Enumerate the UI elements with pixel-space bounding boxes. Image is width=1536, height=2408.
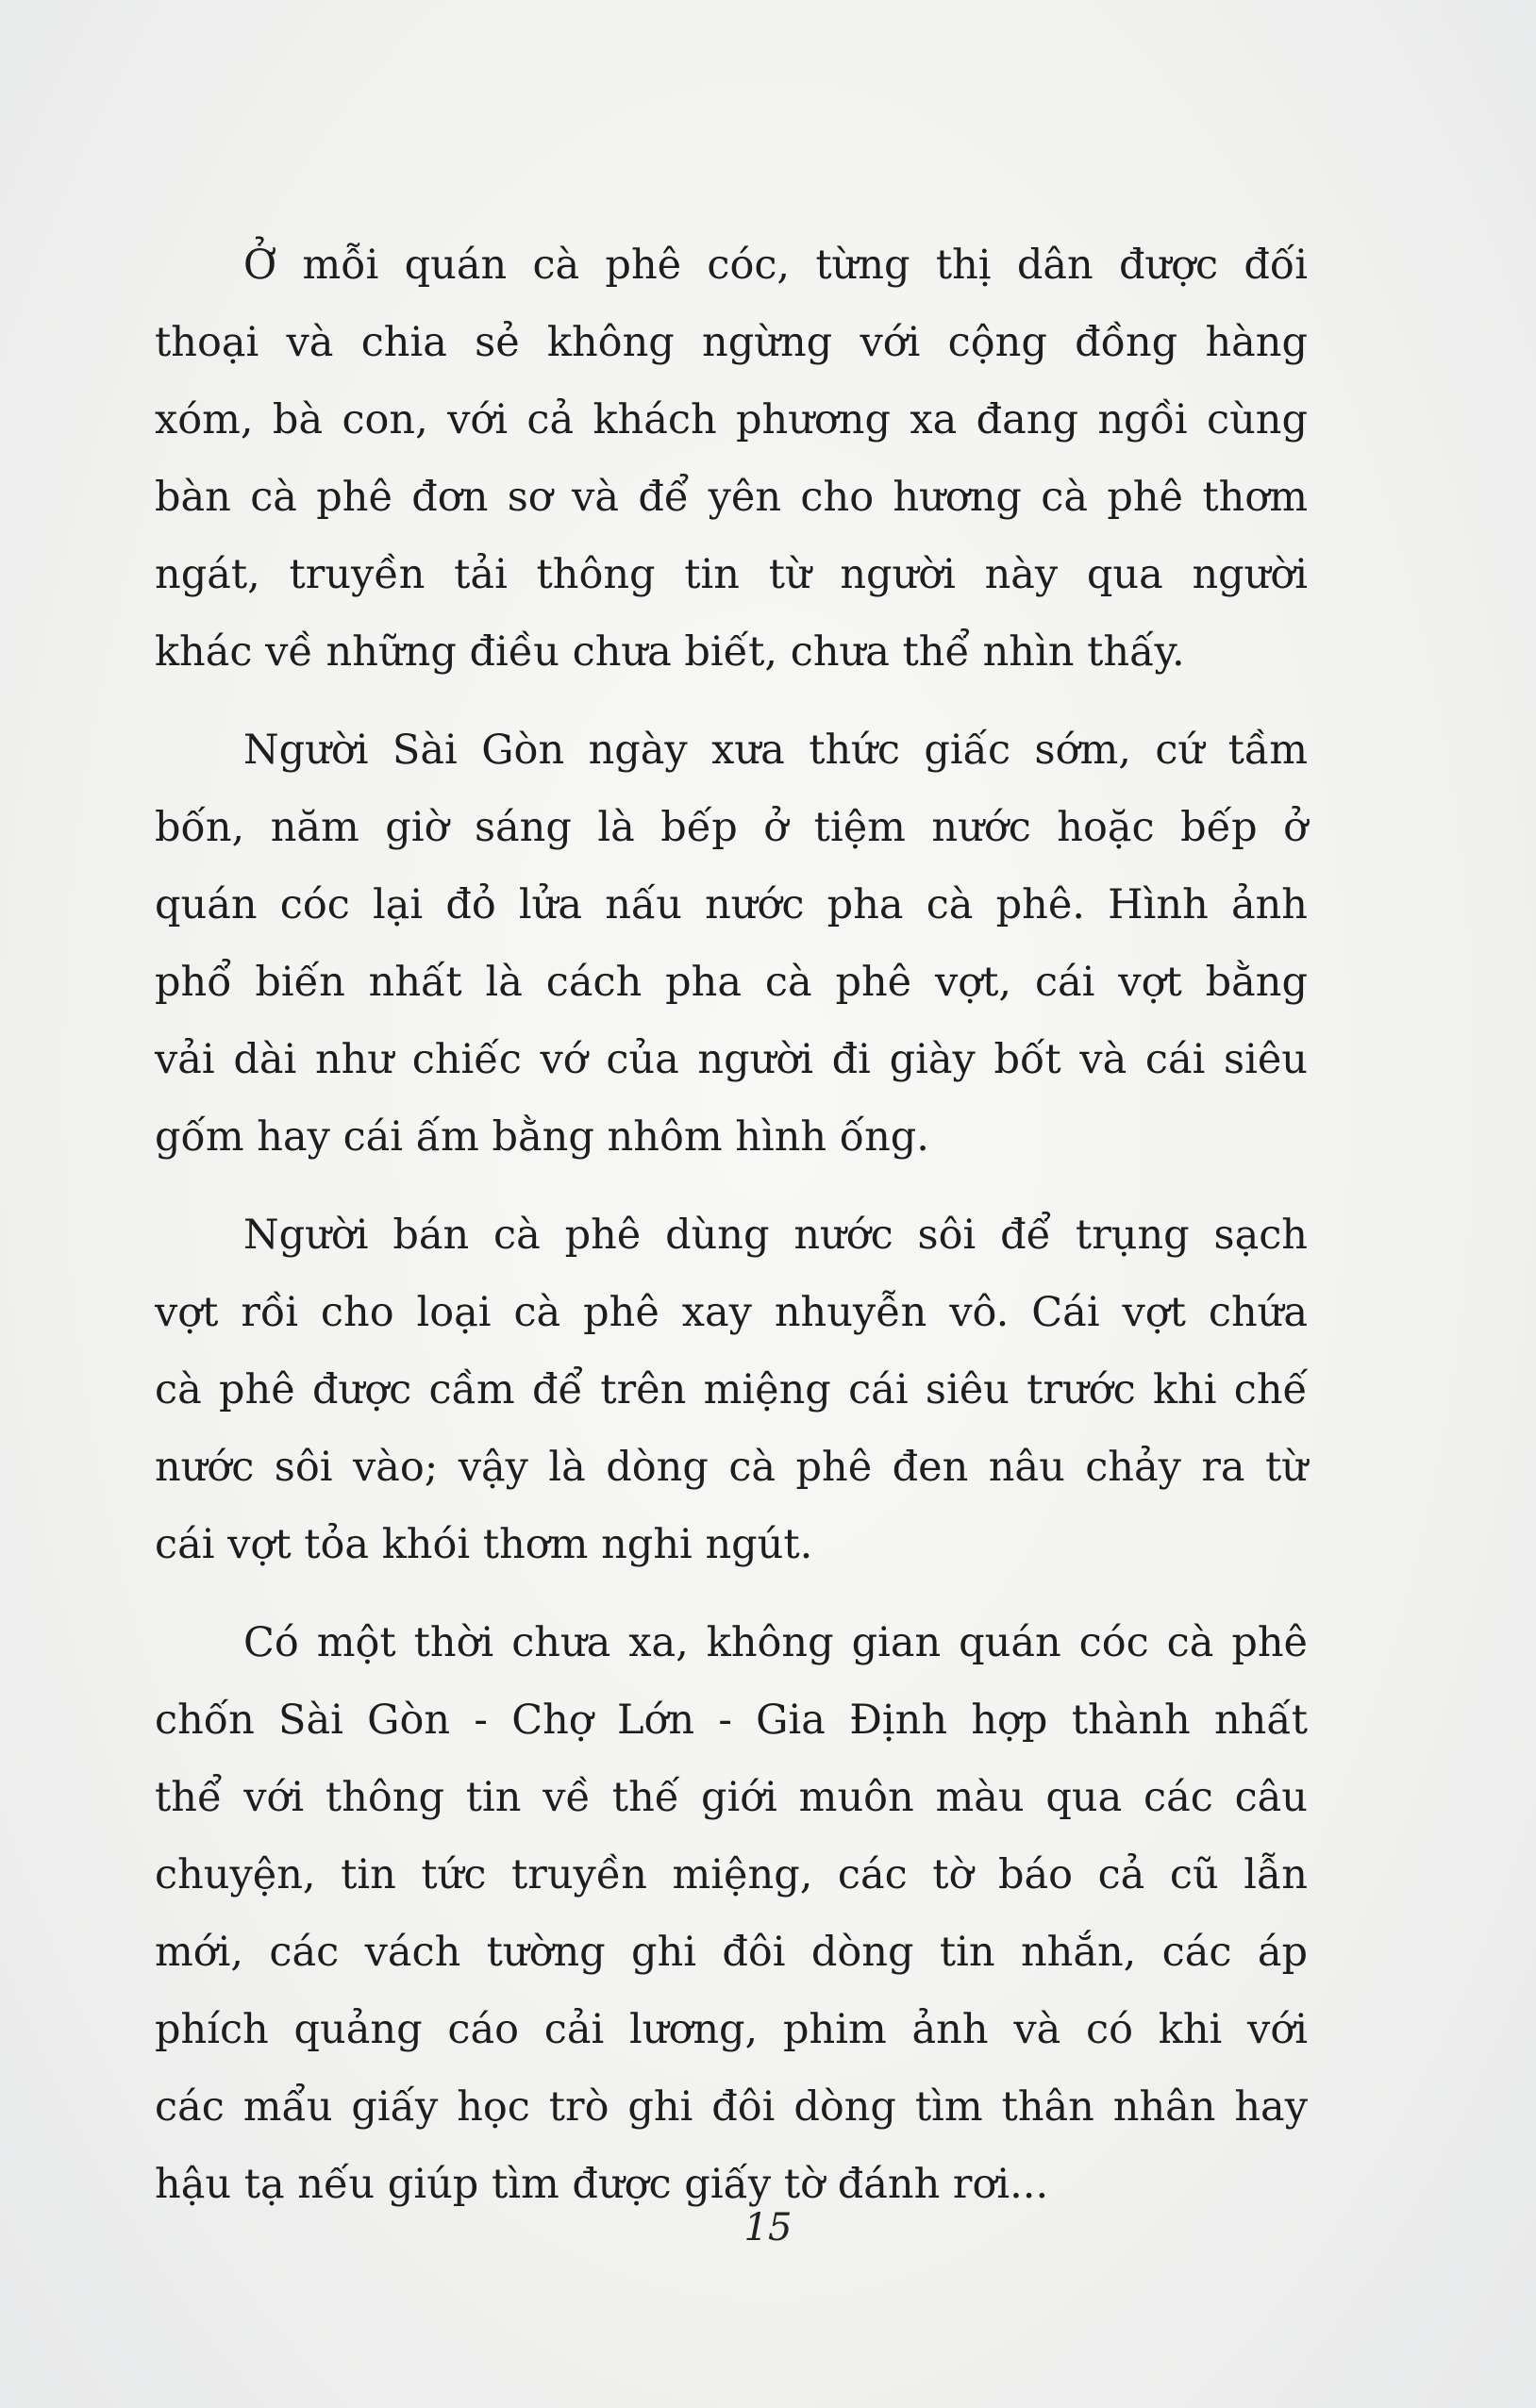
text-line: vải dài như chiếc vớ của người đi giày bốt và cái siêu xyxy=(155,1036,1308,1083)
text-line: khác về những điều chưa biết, chưa thể nhìn thấy. xyxy=(155,628,1185,676)
text-line: Người bán cà phê dùng nước sôi để trụng sạch xyxy=(243,1212,1308,1259)
paragraph-1 xyxy=(155,226,1308,691)
text-line: Ở mỗi quán cà phê cóc, từng thị dân được đối xyxy=(243,242,1308,289)
text-line: ngát, truyền tải thông tin từ người này qua người xyxy=(155,551,1308,598)
text-line: cái vợt tỏa khói thơm nghi ngút. xyxy=(155,1521,813,1568)
paragraph-2 xyxy=(155,711,1308,1176)
paragraph-3 xyxy=(155,1196,1308,1583)
text-line: cà phê được cầm để trên miệng cái siêu trước khi chế xyxy=(155,1366,1308,1413)
text-line: Người Sài Gòn ngày xưa thức giấc sớm, cứ tầm xyxy=(243,727,1308,774)
text-line: hậu tạ nếu giúp tìm được giấy tờ đánh rơi... xyxy=(155,2161,1049,2208)
text-line: chốn Sài Gòn - Chợ Lớn - Gia Định hợp thành nhất xyxy=(155,1697,1308,1744)
text-line: thể với thông tin về thế giới muôn màu qua các câu xyxy=(155,1774,1308,1821)
text-line: gốm hay cái ấm bằng nhôm hình ống. xyxy=(155,1113,929,1161)
paragraph-4 xyxy=(155,1604,1308,2223)
text-line: các mẩu giấy học trò ghi đôi dòng tìm thân nhân hay xyxy=(155,2083,1308,2131)
body-text xyxy=(155,226,1308,2244)
text-line: phích quảng cáo cải lương, phim ảnh và có khi với xyxy=(155,2006,1308,2053)
text-line: nước sôi vào; vậy là dòng cà phê đen nâu chảy ra từ xyxy=(155,1444,1308,1491)
text-line: xóm, bà con, với cả khách phương xa đang ngồi cùng xyxy=(155,396,1308,443)
text-line: thoại và chia sẻ không ngừng với cộng đồng hàng xyxy=(155,319,1308,366)
text-line: mới, các vách tường ghi đôi dòng tin nhắn, các áp xyxy=(155,1929,1308,1976)
text-line: bàn cà phê đơn sơ và để yên cho hương cà phê thơm xyxy=(155,474,1308,521)
text-line: bốn, năm giờ sáng là bếp ở tiệm nước hoặc bếp ở xyxy=(155,804,1308,851)
page-number: 15 xyxy=(743,2206,793,2249)
text-line: chuyện, tin tức truyền miệng, các tờ báo cả cũ lẫn xyxy=(155,1851,1308,1898)
text-line: quán cóc lại đỏ lửa nấu nước pha cà phê. Hình ảnh xyxy=(155,881,1308,928)
text-line: Có một thời chưa xa, không gian quán cóc cà phê xyxy=(243,1619,1308,1666)
text-line: phổ biến nhất là cách pha cà phê vợt, cái vợt bằng xyxy=(155,959,1308,1006)
text-line: vợt rồi cho loại cà phê xay nhuyễn vô. Cái vợt chứa xyxy=(155,1289,1308,1336)
